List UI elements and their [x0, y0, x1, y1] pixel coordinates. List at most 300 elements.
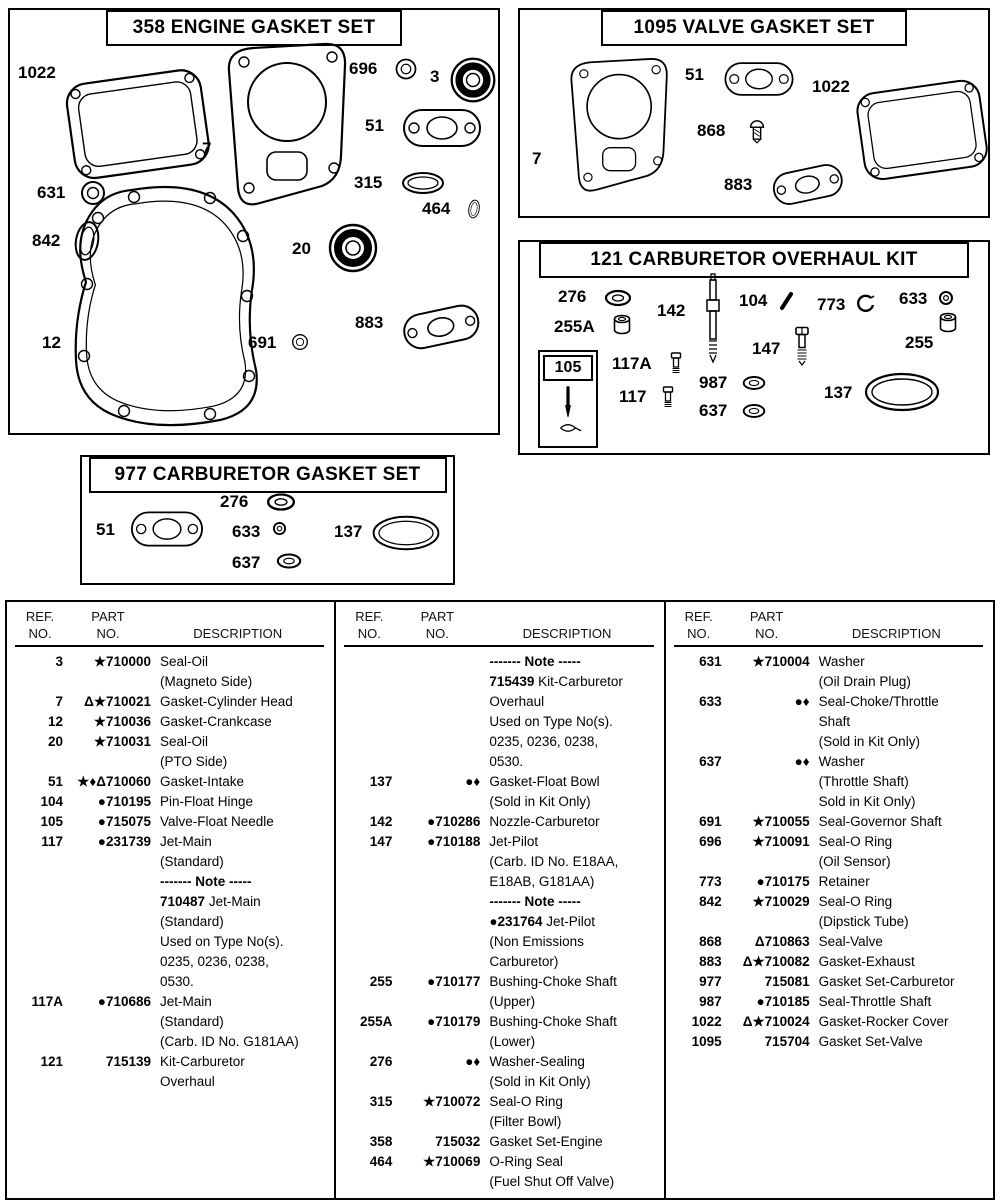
- table-row: [344, 852, 659, 872]
- table-row: [674, 772, 989, 792]
- description-cell: Gasket-Exhaust: [818, 954, 915, 969]
- ref-no-cell: [15, 1012, 63, 1032]
- description-cell: 0235, 0236, 0238,: [160, 954, 269, 969]
- cylinder-head-gasket-icon: [560, 48, 675, 203]
- table-row: [344, 692, 659, 712]
- table-row: [344, 652, 659, 672]
- table-row: [674, 1032, 989, 1052]
- table-row: [344, 792, 659, 812]
- part-no-cell: ★710036: [93, 714, 151, 729]
- description-cell: Gasket Set-Valve: [818, 1034, 923, 1049]
- description-cell: (Standard): [160, 854, 224, 869]
- description-cell: (Throttle Shaft): [818, 774, 909, 789]
- part-no-cell: [392, 912, 480, 932]
- ref-no-cell: [674, 772, 722, 792]
- description-cell: Gasket Set-Engine: [489, 1134, 603, 1149]
- part-label-51: 51: [365, 116, 384, 135]
- ref-no-cell: 696: [699, 834, 722, 849]
- part-label-883: 883: [355, 313, 384, 332]
- description-cell: Seal-Oil: [160, 654, 209, 669]
- description-cell: (Carb. ID No. G181AA): [160, 1034, 299, 1049]
- washer-icon: [742, 374, 766, 392]
- part-label-868: 868: [697, 121, 726, 140]
- description-cell: ●231764 Jet-Pilot: [489, 914, 596, 929]
- table-row: [344, 732, 659, 752]
- part-no-cell: [392, 712, 480, 732]
- part-no-cell: [722, 852, 810, 872]
- description-cell: (Magneto Side): [160, 674, 253, 689]
- table-row: [344, 832, 659, 852]
- ref-no-cell: [15, 672, 63, 692]
- ref-no-cell: 358: [369, 1134, 393, 1149]
- description-cell: 715439 Kit-Carburetor: [489, 674, 623, 689]
- description-cell: Seal-Throttle Shaft: [818, 994, 932, 1009]
- part-label-255A: 255A: [554, 317, 595, 336]
- part-no-cell: 715081: [764, 974, 810, 989]
- part-label-104: 104: [739, 291, 768, 310]
- description-cell: Used on Type No(s).: [160, 934, 284, 949]
- float-bowl-gasket-icon: [370, 513, 442, 553]
- ref-no-cell: 631: [699, 654, 722, 669]
- description-cell: (Fuel Shut Off Valve): [489, 1174, 615, 1189]
- table-row: [15, 1012, 330, 1032]
- description-header: DESCRIPTION: [193, 626, 283, 641]
- washer-icon: [266, 491, 296, 513]
- oil-seal-icon: [448, 54, 498, 106]
- table-row: [344, 932, 659, 952]
- exhaust-gasket-icon: [764, 158, 852, 213]
- ref-no-cell: 3: [55, 654, 63, 669]
- part-no-cell: ●710686: [97, 994, 151, 1009]
- jet-icon: [792, 326, 812, 366]
- description-cell: (Non Emissions: [489, 934, 584, 949]
- part-label-12: 12: [42, 333, 61, 352]
- table-row: [344, 992, 659, 1012]
- part-no-cell: Δ★710082: [742, 954, 810, 969]
- valve-seal-icon: [746, 116, 768, 144]
- part-label-883: 883: [724, 175, 753, 194]
- part-label-696: 696: [349, 59, 378, 78]
- ref-no-cell: [15, 1072, 63, 1092]
- ref-no-cell: [15, 752, 63, 772]
- part-no-cell: ●710175: [756, 874, 810, 889]
- ref-no-cell: [15, 1032, 63, 1052]
- description-cell: (Sold in Kit Only): [818, 734, 920, 749]
- ref-no-cell: 12: [47, 714, 63, 729]
- part-no-cell: [63, 952, 151, 972]
- part-label-633: 633: [232, 522, 261, 541]
- table-row: [15, 1072, 330, 1092]
- part-no-cell: ●715075: [97, 814, 151, 829]
- ref-no-cell: 20: [47, 734, 63, 749]
- description-cell: Kit-Carburetor: [160, 1054, 245, 1069]
- description-cell: 0530.: [160, 974, 194, 989]
- table-row: [15, 852, 330, 872]
- part-no-cell: ●♦: [794, 694, 810, 709]
- description-cell: Pin-Float Hinge: [160, 794, 254, 809]
- part-no-cell: Δ★710021: [84, 694, 151, 709]
- ref-no-cell: 137: [369, 774, 393, 789]
- part-no-cell: [722, 672, 810, 692]
- table-header: [344, 608, 653, 647]
- description-cell: Retainer: [818, 874, 870, 889]
- part-label-105: 105: [543, 355, 593, 381]
- part-no-cell: ●710179: [427, 1014, 481, 1029]
- ref-no-cell: [344, 752, 392, 772]
- ref-no-cell: 987: [699, 994, 722, 1009]
- part-no-cell: [392, 1172, 480, 1192]
- ref-no-cell: [344, 792, 392, 812]
- ref-no-cell: 117A: [31, 994, 63, 1009]
- part-no-cell: ★710091: [752, 834, 810, 849]
- seal-icon: [938, 290, 954, 306]
- description-cell: Washer-Sealing: [489, 1054, 585, 1069]
- ref-no-cell: 868: [699, 934, 722, 949]
- description-header: DESCRIPTION: [851, 626, 941, 641]
- table-row: [15, 932, 330, 952]
- part-label-7: 7: [532, 149, 542, 168]
- bushing-icon: [938, 312, 958, 334]
- part-label-137: 137: [824, 383, 853, 402]
- table-row: [15, 692, 330, 712]
- ref-no-cell: [344, 932, 392, 952]
- part-no-cell: [392, 892, 480, 912]
- ref-no-cell: [344, 732, 392, 752]
- part-no-cell: ●710188: [427, 834, 481, 849]
- table-row: [344, 1072, 659, 1092]
- parts-table-column-1: [7, 602, 336, 1198]
- o-ring-icon: [400, 170, 446, 196]
- description-cell: Jet-Main: [160, 834, 212, 849]
- ref-no-cell: 883: [699, 954, 722, 969]
- part-no-cell: ★♦Δ710060: [77, 774, 151, 789]
- oil-seal-icon: [326, 220, 380, 276]
- seal-icon: [272, 521, 287, 536]
- ref-no-cell: [15, 872, 63, 892]
- part-no-cell: [722, 712, 810, 732]
- ref-no-cell: [344, 1172, 392, 1192]
- table-rows: [674, 652, 989, 1052]
- part-no-cell: [722, 732, 810, 752]
- description-cell: O-Ring Seal: [489, 1154, 563, 1169]
- table-row: [344, 952, 659, 972]
- table-row: [15, 972, 330, 992]
- part-label-773: 773: [817, 295, 846, 314]
- ref-no-cell: 633: [699, 694, 722, 709]
- table-row: [674, 712, 989, 732]
- ref-no-cell: [15, 932, 63, 952]
- part-no-cell: ★710004: [752, 654, 810, 669]
- part-no-cell: ●710177: [427, 974, 481, 989]
- description-cell: (Dipstick Tube): [818, 914, 909, 929]
- description-cell: (Filter Bowl): [489, 1114, 562, 1129]
- description-cell: Jet-Pilot: [489, 834, 539, 849]
- table-row: [674, 872, 989, 892]
- description-cell: (Sold in Kit Only): [489, 1074, 591, 1089]
- part-no-cell: [392, 732, 480, 752]
- jet-icon: [668, 352, 684, 374]
- float-needle-inset-box: [538, 350, 598, 448]
- ref-no-cell: [15, 972, 63, 992]
- part-label-315: 315: [354, 173, 383, 192]
- part-no-cell: 715032: [435, 1134, 481, 1149]
- ref-no-cell: 51: [47, 774, 63, 789]
- description-cell: Washer: [818, 754, 865, 769]
- ref-no-header: REF. NO.: [355, 609, 384, 641]
- table-row: [674, 952, 989, 972]
- table-row: [674, 792, 989, 812]
- description-cell: Gasket-Crankcase: [160, 714, 272, 729]
- ref-no-cell: 142: [369, 814, 393, 829]
- part-no-cell: ●231739: [97, 834, 151, 849]
- part-no-cell: ●710195: [97, 794, 151, 809]
- part-no-cell: [63, 892, 151, 912]
- washer-icon: [604, 288, 632, 308]
- ref-no-cell: [344, 712, 392, 732]
- description-cell: Used on Type No(s).: [489, 714, 613, 729]
- part-no-cell: [722, 792, 810, 812]
- part-no-cell: [722, 772, 810, 792]
- table-rows: [15, 652, 330, 1092]
- rocker-cover-gasket-icon: [842, 58, 997, 198]
- table-row: [344, 672, 659, 692]
- table-row: [674, 972, 989, 992]
- part-no-cell: [63, 872, 151, 892]
- rocker-cover-gasket-icon: [50, 52, 220, 192]
- part-no-cell: ●♦: [465, 1054, 481, 1069]
- part-no-header: PART NO.: [420, 609, 455, 641]
- needle-valve-icon: [548, 385, 588, 441]
- ref-no-cell: 105: [40, 814, 63, 829]
- description-cell: (Standard): [160, 1014, 224, 1029]
- ref-no-cell: [344, 1072, 392, 1092]
- table-row: [344, 972, 659, 992]
- ref-no-cell: 276: [369, 1054, 393, 1069]
- table-row: [15, 992, 330, 1012]
- table-row: [344, 812, 659, 832]
- part-label-464: 464: [422, 199, 451, 218]
- carburetor-gasket-set-box: [80, 455, 455, 585]
- part-no-cell: [392, 992, 480, 1012]
- table-row: [344, 1112, 659, 1132]
- engine-gasket-set-title: 358 ENGINE GASKET SET: [106, 10, 402, 46]
- table-row: [15, 672, 330, 692]
- table-row: [674, 992, 989, 1012]
- table-row: [674, 1012, 989, 1032]
- ref-no-cell: [344, 672, 392, 692]
- part-label-117A: 117A: [612, 354, 652, 373]
- o-ring-icon: [466, 198, 482, 220]
- part-no-cell: [392, 692, 480, 712]
- washer-icon: [276, 551, 302, 571]
- part-no-header: PART NO.: [91, 609, 125, 641]
- part-no-cell: ★710029: [752, 894, 810, 909]
- table-row: [344, 872, 659, 892]
- exhaust-gasket-icon: [394, 298, 489, 358]
- description-cell: (Lower): [489, 1034, 536, 1049]
- part-no-cell: ★710000: [93, 654, 151, 669]
- table-row: [344, 1132, 659, 1152]
- part-no-cell: [392, 872, 480, 892]
- table-row: [344, 1152, 659, 1172]
- part-label-637: 637: [232, 553, 261, 572]
- intake-gasket-icon: [126, 505, 208, 553]
- part-no-cell: [63, 912, 151, 932]
- intake-gasket-icon: [398, 102, 486, 154]
- table-row: [344, 752, 659, 772]
- seal-icon: [290, 332, 310, 352]
- table-row: [674, 692, 989, 712]
- description-header: DESCRIPTION: [522, 626, 612, 641]
- ref-no-cell: 121: [40, 1054, 63, 1069]
- nozzle-icon: [702, 272, 724, 364]
- description-cell: ------- Note -----: [489, 894, 581, 909]
- part-label-117: 117: [619, 387, 647, 406]
- ref-no-cell: 637: [699, 754, 722, 769]
- part-no-cell: [392, 1032, 480, 1052]
- part-no-cell: ★710031: [93, 734, 151, 749]
- crankcase-gasket-icon: [62, 178, 267, 433]
- ref-no-cell: 255A: [360, 1014, 393, 1029]
- ref-no-cell: 255: [369, 974, 393, 989]
- retainer-icon: [854, 294, 876, 314]
- ref-no-cell: [674, 732, 722, 752]
- part-no-cell: [392, 952, 480, 972]
- table-row: [344, 1012, 659, 1032]
- valve-gasket-set-box: [518, 8, 990, 218]
- description-cell: (Carb. ID No. E18AA,: [489, 854, 619, 869]
- description-cell: Seal-O Ring: [818, 834, 893, 849]
- part-no-cell: [63, 852, 151, 872]
- description-cell: E18AB, G181AA): [489, 874, 595, 889]
- part-no-cell: 715139: [105, 1054, 151, 1069]
- ref-no-cell: [344, 1032, 392, 1052]
- table-row: [674, 652, 989, 672]
- ref-no-cell: 147: [369, 834, 393, 849]
- ref-no-header: REF. NO.: [684, 609, 713, 641]
- description-cell: (Sold in Kit Only): [489, 794, 591, 809]
- part-no-header: PART NO.: [749, 609, 784, 641]
- ref-no-cell: 1022: [691, 1014, 722, 1029]
- parts-table: [5, 600, 995, 1200]
- part-no-cell: ★710055: [752, 814, 810, 829]
- part-label-276: 276: [558, 287, 587, 306]
- part-label-842: 842: [32, 231, 61, 250]
- o-ring-icon: [393, 56, 419, 82]
- part-no-cell: [392, 1072, 480, 1092]
- ref-no-cell: 7: [55, 694, 63, 709]
- description-cell: Shaft: [818, 714, 851, 729]
- ref-no-cell: [15, 912, 63, 932]
- parts-table-column-2: [336, 602, 665, 1198]
- table-row: [674, 892, 989, 912]
- table-row: [674, 752, 989, 772]
- description-cell: Seal-O Ring: [818, 894, 893, 909]
- table-header: [15, 608, 324, 647]
- table-row: [15, 812, 330, 832]
- table-row: [674, 672, 989, 692]
- description-cell: Washer: [818, 654, 865, 669]
- part-no-cell: [392, 672, 480, 692]
- part-no-cell: [392, 1112, 480, 1132]
- description-cell: 0530.: [489, 754, 524, 769]
- part-label-7: 7: [202, 139, 212, 158]
- part-no-cell: [392, 932, 480, 952]
- part-label-142: 142: [657, 301, 686, 320]
- ref-no-cell: [344, 1112, 392, 1132]
- description-cell: ------- Note -----: [160, 874, 252, 889]
- ref-no-cell: [674, 912, 722, 932]
- description-cell: Seal-Governor Shaft: [818, 814, 942, 829]
- part-no-cell: [63, 1032, 151, 1052]
- carburetor-overhaul-kit-title: 121 CARBURETOR OVERHAUL KIT: [539, 242, 969, 278]
- description-cell: Seal-O Ring: [489, 1094, 563, 1109]
- table-rows: [344, 652, 659, 1192]
- table-header: [674, 608, 983, 647]
- description-cell: Sold in Kit Only): [818, 794, 916, 809]
- part-no-cell: ●710185: [756, 994, 810, 1009]
- part-label-276: 276: [220, 492, 249, 511]
- ref-no-cell: [344, 912, 392, 932]
- part-no-cell: ●♦: [465, 774, 481, 789]
- description-cell: Gasket-Float Bowl: [489, 774, 600, 789]
- table-row: [344, 1032, 659, 1052]
- carburetor-gasket-set-title: 977 CARBURETOR GASKET SET: [89, 457, 447, 493]
- part-no-cell: 715704: [764, 1034, 810, 1049]
- table-row: [15, 712, 330, 732]
- intake-gasket-icon: [720, 56, 798, 102]
- part-label-1022: 1022: [812, 77, 850, 96]
- description-cell: 0235, 0236, 0238,: [489, 734, 599, 749]
- part-no-cell: ●710286: [427, 814, 481, 829]
- table-row: [15, 832, 330, 852]
- ref-no-cell: [15, 952, 63, 972]
- ref-no-cell: [344, 892, 392, 912]
- description-cell: Overhaul: [160, 1074, 215, 1089]
- ref-no-cell: 691: [699, 814, 722, 829]
- ref-no-cell: [344, 692, 392, 712]
- table-row: [15, 872, 330, 892]
- description-cell: Overhaul: [489, 694, 545, 709]
- bushing-icon: [612, 314, 632, 336]
- part-label-637: 637: [699, 401, 728, 420]
- ref-no-cell: 464: [369, 1154, 393, 1169]
- ref-no-cell: 842: [699, 894, 722, 909]
- description-cell: Gasket-Rocker Cover: [818, 1014, 949, 1029]
- part-no-cell: ★710072: [423, 1094, 481, 1109]
- description-cell: Seal-Oil: [160, 734, 209, 749]
- description-cell: (PTO Side): [160, 754, 228, 769]
- ref-no-cell: [15, 892, 63, 912]
- jet-icon: [660, 386, 676, 408]
- description-cell: Bushing-Choke Shaft: [489, 974, 617, 989]
- table-row: [674, 932, 989, 952]
- part-no-cell: [63, 972, 151, 992]
- description-cell: Gasket-Intake: [160, 774, 245, 789]
- description-cell: Gasket Set-Carburetor: [818, 974, 955, 989]
- table-row: [15, 952, 330, 972]
- part-no-cell: [392, 852, 480, 872]
- description-cell: Jet-Main: [160, 994, 212, 1009]
- description-cell: Valve-Float Needle: [160, 814, 274, 829]
- description-cell: (Standard): [160, 914, 224, 929]
- valve-gasket-set-title: 1095 VALVE GASKET SET: [601, 10, 907, 46]
- part-label-631: 631: [37, 183, 66, 202]
- description-cell: (Upper): [489, 994, 536, 1009]
- description-cell: Gasket-Cylinder Head: [160, 694, 293, 709]
- table-row: [15, 792, 330, 812]
- part-label-137: 137: [334, 522, 363, 541]
